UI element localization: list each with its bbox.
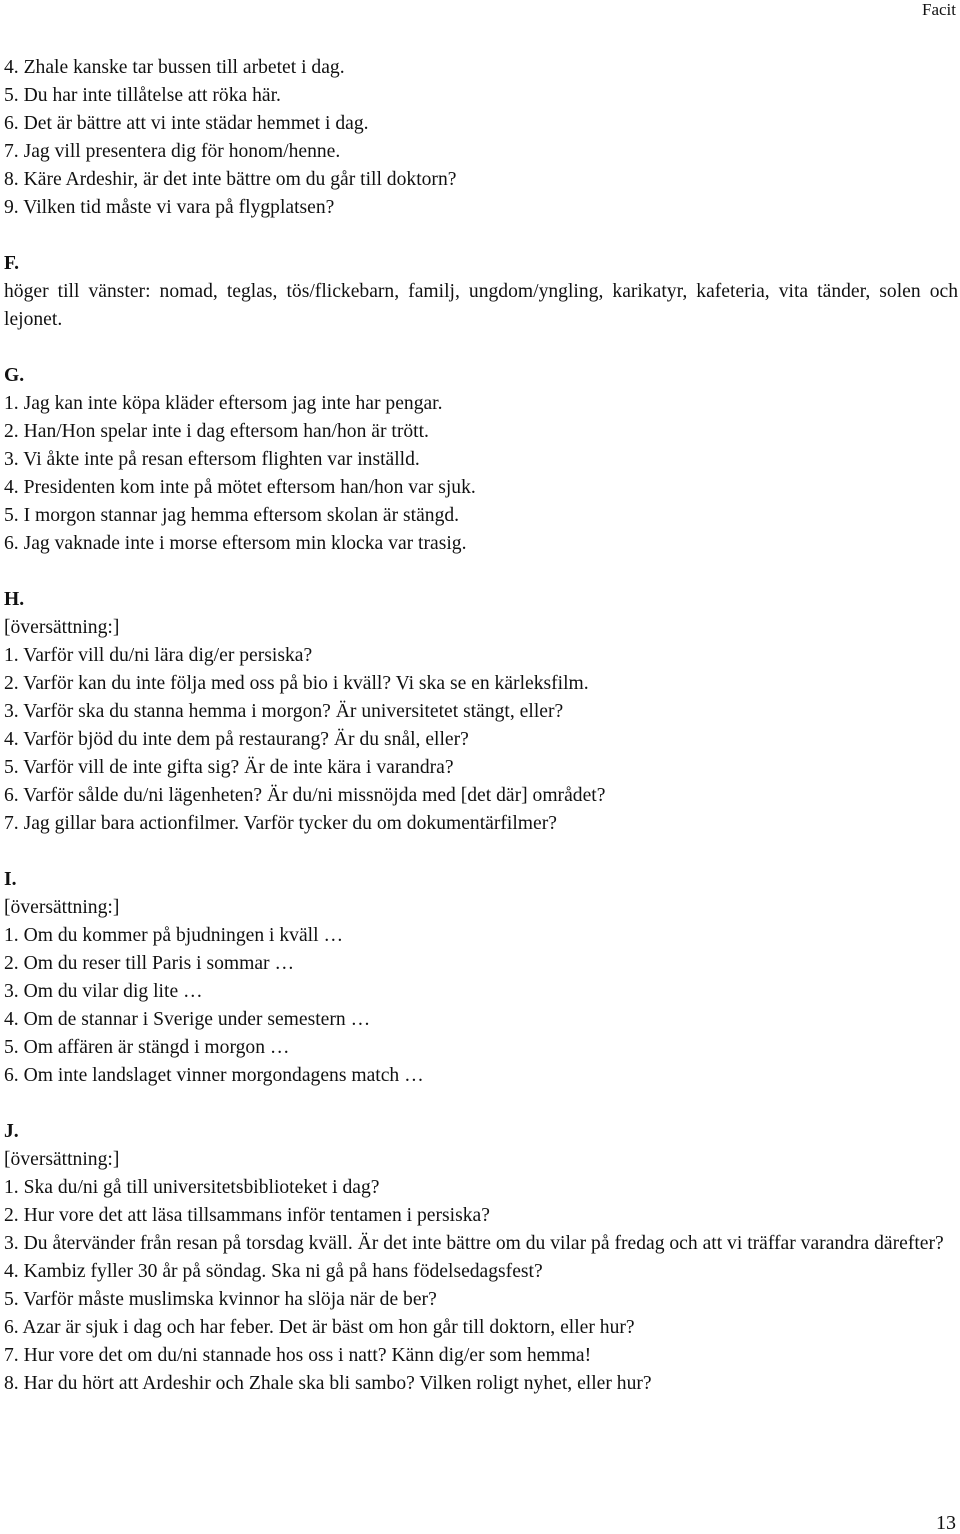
section-heading: J.	[4, 1121, 19, 1142]
list-item: 4. Kambiz fyller 30 år på söndag. Ska ni gå på hans födelsedagsfest?	[4, 1261, 543, 1282]
section-subtitle: [översättning:]	[4, 897, 120, 918]
page-number: 13	[936, 1512, 956, 1534]
list-item: 2. Varför kan du inte följa med oss på bio i kväll? Vi ska se en kärleksfilm.	[4, 673, 589, 694]
section-heading: I.	[4, 869, 17, 890]
list-item: 5. Du har inte tillåtelse att röka här.	[4, 85, 281, 106]
list-item: 6. Det är bättre att vi inte städar hemmet i dag.	[4, 113, 369, 134]
list-item: 2. Hur vore det att läsa tillsammans inför tentamen i persiska?	[4, 1205, 490, 1226]
section-f	[4, 250, 958, 334]
section-g	[4, 362, 958, 558]
spacer	[4, 1090, 958, 1118]
list-item: 1. Varför vill du/ni lära dig/er persiska?	[4, 645, 313, 666]
running-header: Facit	[922, 0, 956, 19]
section-heading: G.	[4, 365, 25, 386]
list-item: 6. Om inte landslaget vinner morgondagens match …	[4, 1065, 424, 1086]
list-item: 4. Zhale kanske tar bussen till arbetet i dag.	[4, 57, 345, 78]
list-item: 4. Om de stannar i Sverige under semestern …	[4, 1009, 371, 1030]
section-j	[4, 1118, 958, 1398]
spacer	[4, 558, 958, 586]
list-item: 5. Varför måste muslimska kvinnor ha slöja när de ber?	[4, 1289, 437, 1310]
list-item: 5. Varför vill de inte gifta sig? Är de inte kära i varandra?	[4, 757, 454, 778]
list-item: 8. Käre Ardeshir, är det inte bättre om du går till doktorn?	[4, 169, 457, 190]
section-i	[4, 866, 958, 1090]
section-e-continued	[4, 54, 958, 222]
answer-key-content	[4, 54, 958, 1398]
list-item: 2. Om du reser till Paris i sommar …	[4, 953, 295, 974]
list-item: 3. Varför ska du stanna hemma i morgon? Är universitetet stängt, eller?	[4, 701, 564, 722]
section-subtitle: [översättning:]	[4, 1149, 120, 1170]
list-item: 2. Han/Hon spelar inte i dag eftersom han/hon är trött.	[4, 421, 429, 442]
list-item: 4. Presidenten kom inte på mötet eftersom han/hon var sjuk.	[4, 477, 476, 498]
list-item: 6. Varför sålde du/ni lägenheten? Är du/ni missnöjda med [det där] området?	[4, 785, 606, 806]
list-item: 3. Om du vilar dig lite …	[4, 981, 203, 1002]
list-item: 1. Om du kommer på bjudningen i kväll …	[4, 925, 344, 946]
list-item: 9. Vilken tid måste vi vara på flygplatsen?	[4, 197, 335, 218]
spacer	[4, 838, 958, 866]
list-item: 7. Hur vore det om du/ni stannade hos oss i natt? Känn dig/er som hemma!	[4, 1345, 592, 1366]
list-item: 1. Ska du/ni gå till universitetsbiblioteket i dag?	[4, 1177, 380, 1198]
list-item: 4. Varför bjöd du inte dem på restaurang? Är du snål, eller?	[4, 729, 469, 750]
section-text: höger till vänster: nomad, teglas, tös/flickebarn, familj, ungdom/yngling, karikatyr, kafeteria, vita tänder, solen och lejonet.	[4, 281, 958, 330]
list-item: 5. Om affären är stängd i morgon …	[4, 1037, 290, 1058]
list-item: 3. Du återvänder från resan på torsdag kväll. Är det inte bättre om du vilar på fredag och att vi träffar varandra därefter?	[4, 1233, 944, 1254]
list-item: 7. Jag vill presentera dig för honom/henne.	[4, 141, 341, 162]
section-heading: H.	[4, 589, 25, 610]
list-item: 6. Jag vaknade inte i morse eftersom min klocka var trasig.	[4, 533, 467, 554]
list-item: 7. Jag gillar bara actionfilmer. Varför tycker du om dokumentärfilmer?	[4, 813, 557, 834]
list-item: 3. Vi åkte inte på resan eftersom flighten var inställd.	[4, 449, 420, 470]
list-item: 6. Azar är sjuk i dag och har feber. Det är bäst om hon går till doktorn, eller hur?	[4, 1317, 635, 1338]
spacer	[4, 334, 958, 362]
section-heading: F.	[4, 253, 20, 274]
section-h	[4, 586, 958, 838]
section-subtitle: [översättning:]	[4, 617, 120, 638]
list-item: 5. I morgon stannar jag hemma eftersom skolan är stängd.	[4, 505, 460, 526]
list-item: 8. Har du hört att Ardeshir och Zhale ska bli sambo? Vilken roligt nyhet, eller hur?	[4, 1373, 652, 1394]
spacer	[4, 222, 958, 250]
list-item: 1. Jag kan inte köpa kläder eftersom jag inte har pengar.	[4, 393, 443, 414]
